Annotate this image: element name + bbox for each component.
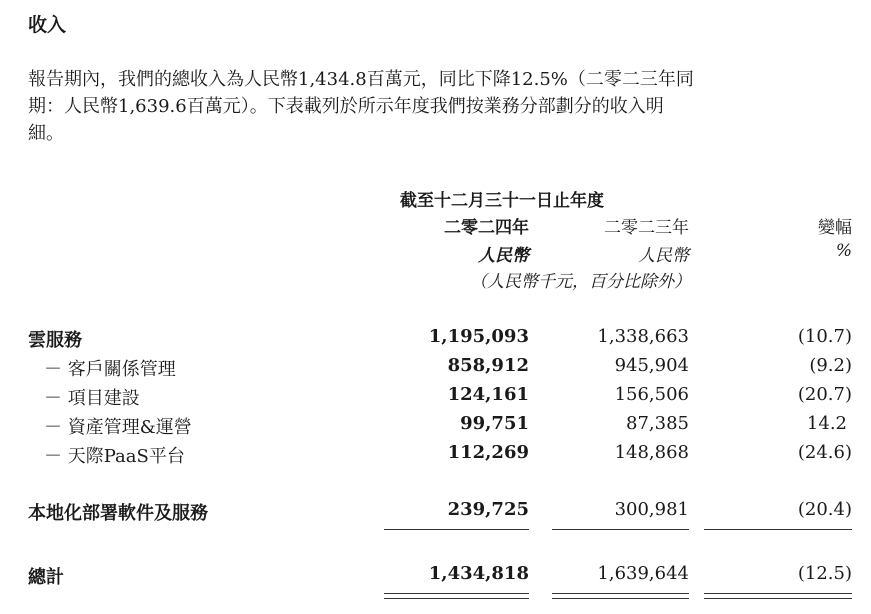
value-2024: 858,912 (447, 355, 529, 376)
value-change: (12.5) (797, 563, 852, 584)
table-row (0, 413, 871, 441)
unit-note: （人民幣千元，百分比除外） (470, 272, 691, 292)
value-2023: 945,904 (614, 355, 689, 376)
table-row (0, 384, 871, 412)
paragraph-line: 報告期內，我們的總收入為人民幣1,434.8百萬元，同比下降12.5%（二零二三年同 (28, 69, 694, 90)
value-change: (20.4) (797, 499, 852, 520)
total-double-rule (704, 598, 852, 599)
row-label: － 天際PaaS平台 (44, 446, 185, 467)
row-label: 總計 (28, 567, 64, 588)
value-2024: 124,161 (447, 384, 529, 405)
total-double-rule (552, 593, 689, 594)
table-row (0, 499, 871, 527)
col-header-change: 變幅 (818, 218, 852, 238)
period-header: 截至十二月三十一日止年度 (400, 191, 604, 211)
value-2023: 1,639,644 (597, 563, 689, 584)
value-2023: 1,338,663 (597, 326, 689, 347)
value-2024: 112,269 (447, 442, 529, 463)
row-label: 本地化部署軟件及服務 (28, 503, 208, 524)
row-label: － 資產管理&運營 (44, 417, 192, 438)
value-2024: 239,725 (447, 499, 529, 520)
value-2024: 1,434,818 (428, 563, 529, 584)
subtotal-rule (704, 529, 852, 530)
col-header-2023: 二零二三年 (604, 218, 689, 238)
table-row (0, 442, 871, 470)
value-2023: 87,385 (626, 413, 689, 434)
row-label: － 客戶關係管理 (44, 359, 176, 380)
intro-paragraph (28, 66, 848, 147)
value-2023: 148,868 (614, 442, 689, 463)
value-change: (24.6) (797, 442, 852, 463)
value-2023: 156,506 (614, 384, 689, 405)
subtotal-rule (552, 529, 689, 530)
value-change: 14.2 (806, 413, 847, 434)
unit-2023: 人民幣 (638, 246, 689, 266)
value-2024: 99,751 (460, 413, 529, 434)
value-change: (9.2) (809, 355, 852, 376)
value-2023: 300,981 (614, 499, 689, 520)
value-2024: 1,195,093 (428, 326, 529, 347)
row-label: － 項目建設 (44, 388, 140, 409)
table-row (0, 355, 871, 383)
unit-2024: 人民幣 (478, 246, 529, 266)
col-header-2024: 二零二四年 (444, 218, 529, 238)
value-change: (10.7) (797, 326, 852, 347)
total-double-rule (704, 593, 852, 594)
paragraph-line: 細。 (28, 123, 64, 144)
value-change: (20.7) (797, 384, 852, 405)
paragraph-line: 期：人民幣1,639.6百萬元）。下表載列於所示年度我們按業務分部劃分的收入明 (28, 96, 664, 117)
section-heading: 收入 (28, 14, 67, 36)
table-row-total (0, 563, 871, 591)
total-double-rule (552, 598, 689, 599)
unit-change: % (835, 241, 852, 261)
table-row (0, 326, 871, 354)
row-label: 雲服務 (28, 330, 82, 351)
total-double-rule (384, 593, 529, 594)
total-double-rule (384, 598, 529, 599)
subtotal-rule (384, 529, 529, 530)
